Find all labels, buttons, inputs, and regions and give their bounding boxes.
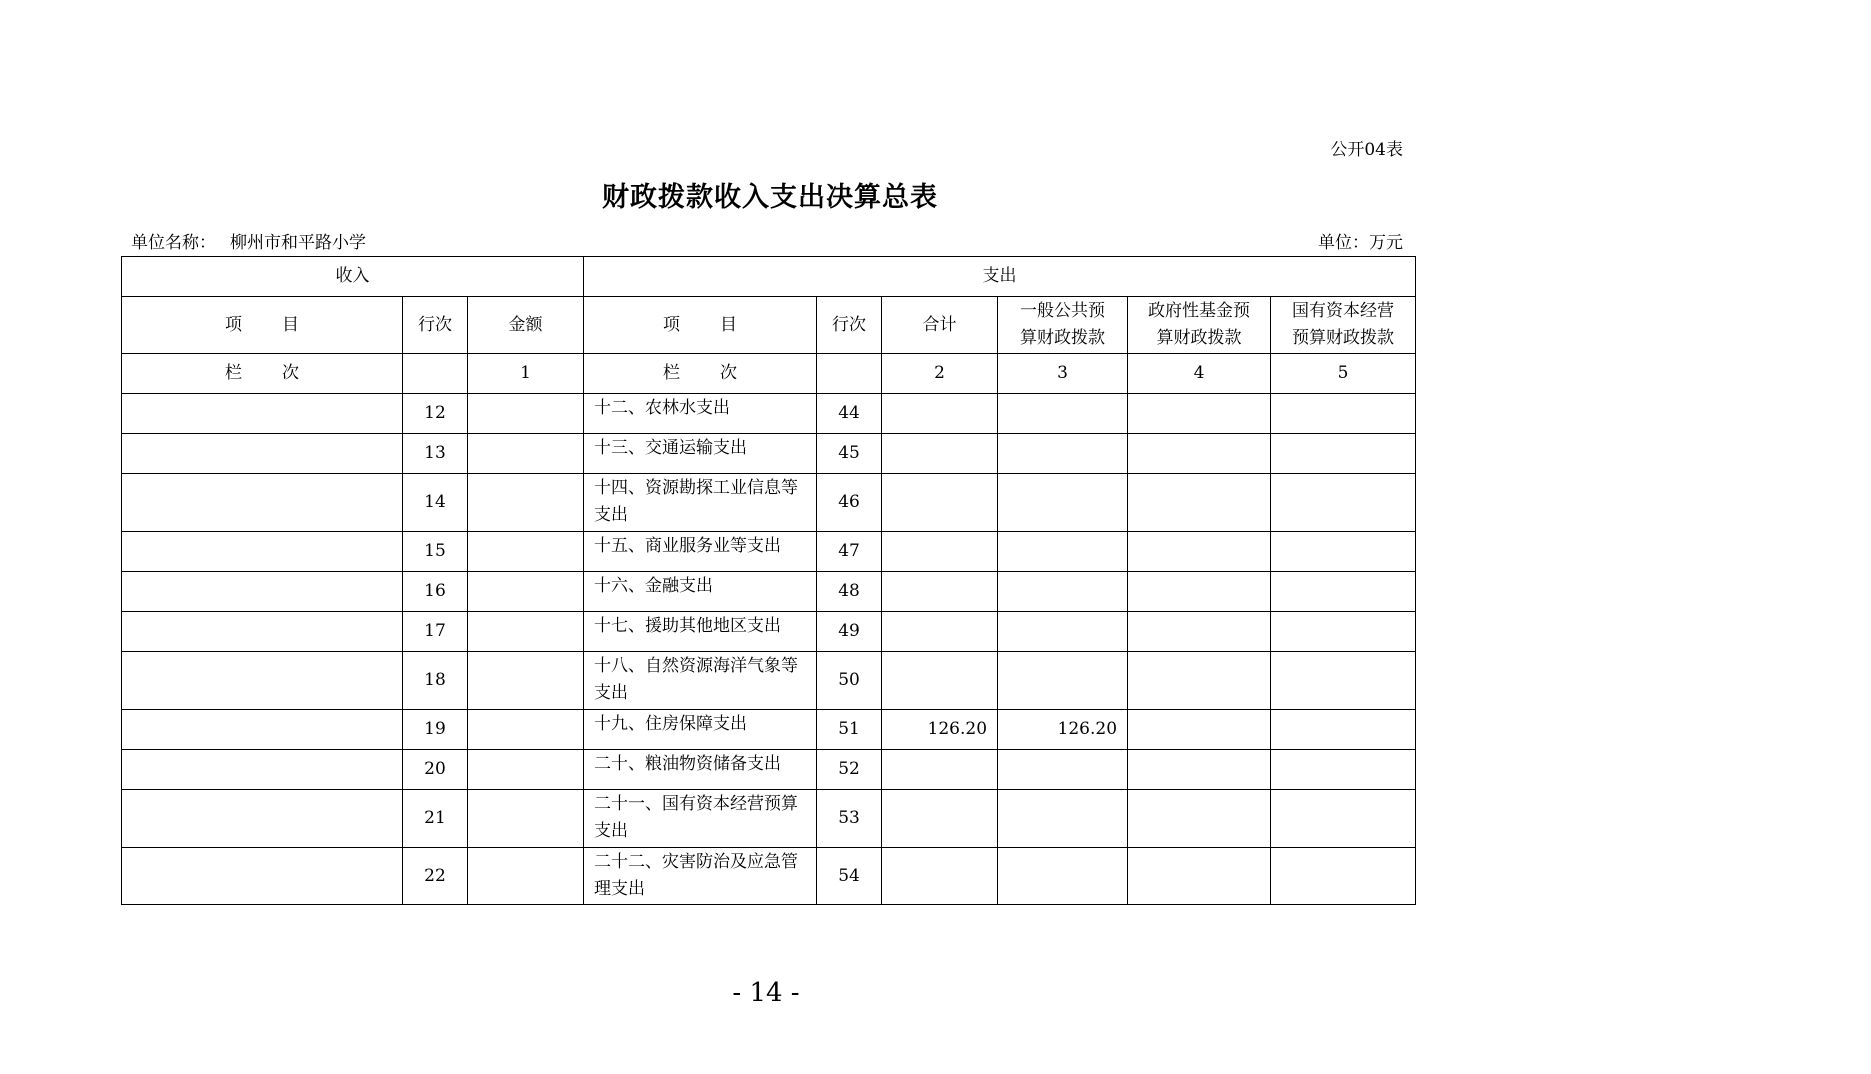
general-budget-cell (998, 532, 1128, 572)
income-index-label-a: 栏 (225, 363, 242, 383)
gov-fund-cell (1128, 710, 1271, 750)
expense-item-cell: 二十二、灾害防治及应急管理支出 (584, 848, 817, 905)
income-amount-cell (468, 750, 584, 790)
state-capital-cell (1271, 652, 1416, 710)
income-amount-cell (468, 434, 584, 474)
income-item-cell (122, 750, 403, 790)
total-cell (882, 790, 998, 848)
form-number: 公开04表 (1330, 140, 1403, 160)
total-cell (882, 848, 998, 905)
page-number: - 14 - (732, 978, 800, 1008)
general-budget-cell (998, 652, 1128, 710)
income-line-cell: 21 (403, 790, 468, 848)
income-amount-cell (468, 532, 584, 572)
expense-line-cell: 50 (817, 652, 882, 710)
total-cell (882, 532, 998, 572)
gov-fund-cell (1128, 394, 1271, 434)
column-index-row (122, 354, 1416, 394)
income-line-cell: 16 (403, 572, 468, 612)
general-budget-cell (998, 612, 1128, 652)
expense-item-cell: 十七、援助其他地区支出 (584, 612, 817, 652)
income-amount-cell (468, 612, 584, 652)
expense-section-header: 支出 (584, 257, 1416, 297)
expense-item-cell: 十二、农林水支出 (584, 394, 817, 434)
total-cell (882, 572, 998, 612)
income-item-header (122, 297, 403, 354)
expense-item-header (584, 297, 817, 354)
state-capital-cell (1271, 750, 1416, 790)
expense-line-cell: 52 (817, 750, 882, 790)
income-section-header: 收入 (122, 257, 584, 297)
state-capital-header (1271, 297, 1416, 354)
general-budget-cell (998, 750, 1128, 790)
general-budget-header-line1: 一般公共预 (1020, 301, 1106, 321)
total-header: 合计 (882, 297, 998, 354)
income-line-cell: 14 (403, 474, 468, 532)
expense-index-label-a: 栏 (663, 363, 681, 383)
income-item-cell (122, 532, 403, 572)
general-budget-header (998, 297, 1128, 354)
expense-line-cell: 51 (817, 710, 882, 750)
unit-name-value: 柳州市和平路小学 (230, 233, 366, 253)
expense-item-cell: 十三、交通运输支出 (584, 434, 817, 474)
income-amount-cell (468, 848, 584, 905)
total-cell: 126.20 (882, 710, 998, 750)
general-budget-cell (998, 394, 1128, 434)
income-amount-header: 金额 (468, 297, 584, 354)
total-cell (882, 474, 998, 532)
income-amount-cell (468, 474, 584, 532)
table-row (122, 612, 1416, 652)
income-amount-cell (468, 572, 584, 612)
income-amount-cell (468, 710, 584, 750)
income-amount-cell (468, 790, 584, 848)
table-row (122, 474, 1416, 532)
income-amount-cell (468, 394, 584, 434)
income-item-cell (122, 790, 403, 848)
income-line-cell: 22 (403, 848, 468, 905)
expense-line-cell: 46 (817, 474, 882, 532)
state-capital-cell (1271, 474, 1416, 532)
income-item-cell (122, 710, 403, 750)
state-capital-cell (1271, 612, 1416, 652)
expense-line-cell: 53 (817, 790, 882, 848)
gov-fund-header-line1: 政府性基金预 (1148, 301, 1251, 321)
income-index-label (122, 354, 403, 394)
table-row (122, 394, 1416, 434)
expense-line-cell: 49 (817, 612, 882, 652)
expense-item-cell: 二十一、国有资本经营预算支出 (584, 790, 817, 848)
expense-item-cell: 二十、粮油物资储备支出 (584, 750, 817, 790)
income-line-cell: 20 (403, 750, 468, 790)
income-amount-cell (468, 652, 584, 710)
general-budget-cell (998, 474, 1128, 532)
state-capital-cell (1271, 572, 1416, 612)
table-body (122, 257, 1416, 905)
expense-line-cell: 45 (817, 434, 882, 474)
expense-item-cell: 十四、资源勘探工业信息等支出 (584, 474, 817, 532)
unit-name-label: 单位名称： (131, 233, 216, 253)
general-budget-cell: 126.20 (998, 710, 1128, 750)
income-amount-index: 1 (468, 354, 584, 394)
expense-line-cell: 44 (817, 394, 882, 434)
table-row (122, 790, 1416, 848)
expense-line-cell: 54 (817, 848, 882, 905)
state-capital-cell (1271, 848, 1416, 905)
state-capital-cell (1271, 710, 1416, 750)
expense-item-cell: 十九、住房保障支出 (584, 710, 817, 750)
general-budget-header-line2: 算财政拨款 (1020, 328, 1106, 348)
general-budget-cell (998, 848, 1128, 905)
income-item-cell (122, 474, 403, 532)
income-item-cell (122, 572, 403, 612)
gov-fund-cell (1128, 572, 1271, 612)
expense-line-cell: 47 (817, 532, 882, 572)
income-item-header-a: 项 (225, 314, 242, 335)
table-row (122, 710, 1416, 750)
total-cell (882, 394, 998, 434)
gov-fund-index: 4 (1128, 354, 1271, 394)
expense-item-header-b: 目 (720, 314, 738, 335)
gov-fund-cell (1128, 532, 1271, 572)
gov-fund-cell (1128, 474, 1271, 532)
gov-fund-cell (1128, 612, 1271, 652)
income-line-cell: 17 (403, 612, 468, 652)
state-capital-cell (1271, 532, 1416, 572)
income-item-cell (122, 394, 403, 434)
state-capital-header-line1: 国有资本经营 (1292, 301, 1395, 321)
table-row (122, 750, 1416, 790)
state-capital-cell (1271, 790, 1416, 848)
gov-fund-cell (1128, 750, 1271, 790)
gov-fund-header-line2: 算财政拨款 (1156, 328, 1242, 348)
general-budget-cell (998, 572, 1128, 612)
total-cell (882, 434, 998, 474)
total-cell (882, 612, 998, 652)
gov-fund-cell (1128, 790, 1271, 848)
state-capital-header-line2: 预算财政拨款 (1292, 328, 1395, 348)
appropriation-summary-table (121, 256, 1416, 905)
income-line-cell: 15 (403, 532, 468, 572)
table-row (122, 848, 1416, 905)
income-line-header: 行次 (403, 297, 468, 354)
table-row (122, 434, 1416, 474)
table-row (122, 572, 1416, 612)
general-budget-index: 3 (998, 354, 1128, 394)
general-budget-cell (998, 434, 1128, 474)
state-capital-cell (1271, 394, 1416, 434)
income-line-cell: 18 (403, 652, 468, 710)
expense-line-index (817, 354, 882, 394)
total-index: 2 (882, 354, 998, 394)
unit-name-line (131, 228, 366, 253)
state-capital-cell (1271, 434, 1416, 474)
income-item-header-b: 目 (282, 314, 299, 335)
income-line-cell: 19 (403, 710, 468, 750)
expense-index-label (584, 354, 817, 394)
page-title: 财政拨款收入支出决算总表 (602, 182, 938, 213)
unit-label: 单位：万元 (1318, 233, 1403, 253)
income-item-cell (122, 848, 403, 905)
column-header-row (122, 297, 1416, 354)
expense-item-cell: 十五、商业服务业等支出 (584, 532, 817, 572)
state-capital-index: 5 (1271, 354, 1416, 394)
expense-item-cell: 十六、金融支出 (584, 572, 817, 612)
section-header-row (122, 257, 1416, 297)
income-line-cell: 13 (403, 434, 468, 474)
income-index-label-b: 次 (282, 363, 299, 383)
income-line-index (403, 354, 468, 394)
gov-fund-cell (1128, 652, 1271, 710)
income-line-cell: 12 (403, 394, 468, 434)
expense-line-header: 行次 (817, 297, 882, 354)
expense-index-label-b: 次 (720, 363, 738, 383)
table-row (122, 652, 1416, 710)
gov-fund-header (1128, 297, 1271, 354)
table-row (122, 532, 1416, 572)
income-item-cell (122, 652, 403, 710)
expense-item-cell: 十八、自然资源海洋气象等支出 (584, 652, 817, 710)
gov-fund-cell (1128, 434, 1271, 474)
total-cell (882, 652, 998, 710)
expense-line-cell: 48 (817, 572, 882, 612)
total-cell (882, 750, 998, 790)
income-item-cell (122, 612, 403, 652)
income-item-cell (122, 434, 403, 474)
expense-item-header-a: 项 (663, 314, 681, 335)
general-budget-cell (998, 790, 1128, 848)
gov-fund-cell (1128, 848, 1271, 905)
